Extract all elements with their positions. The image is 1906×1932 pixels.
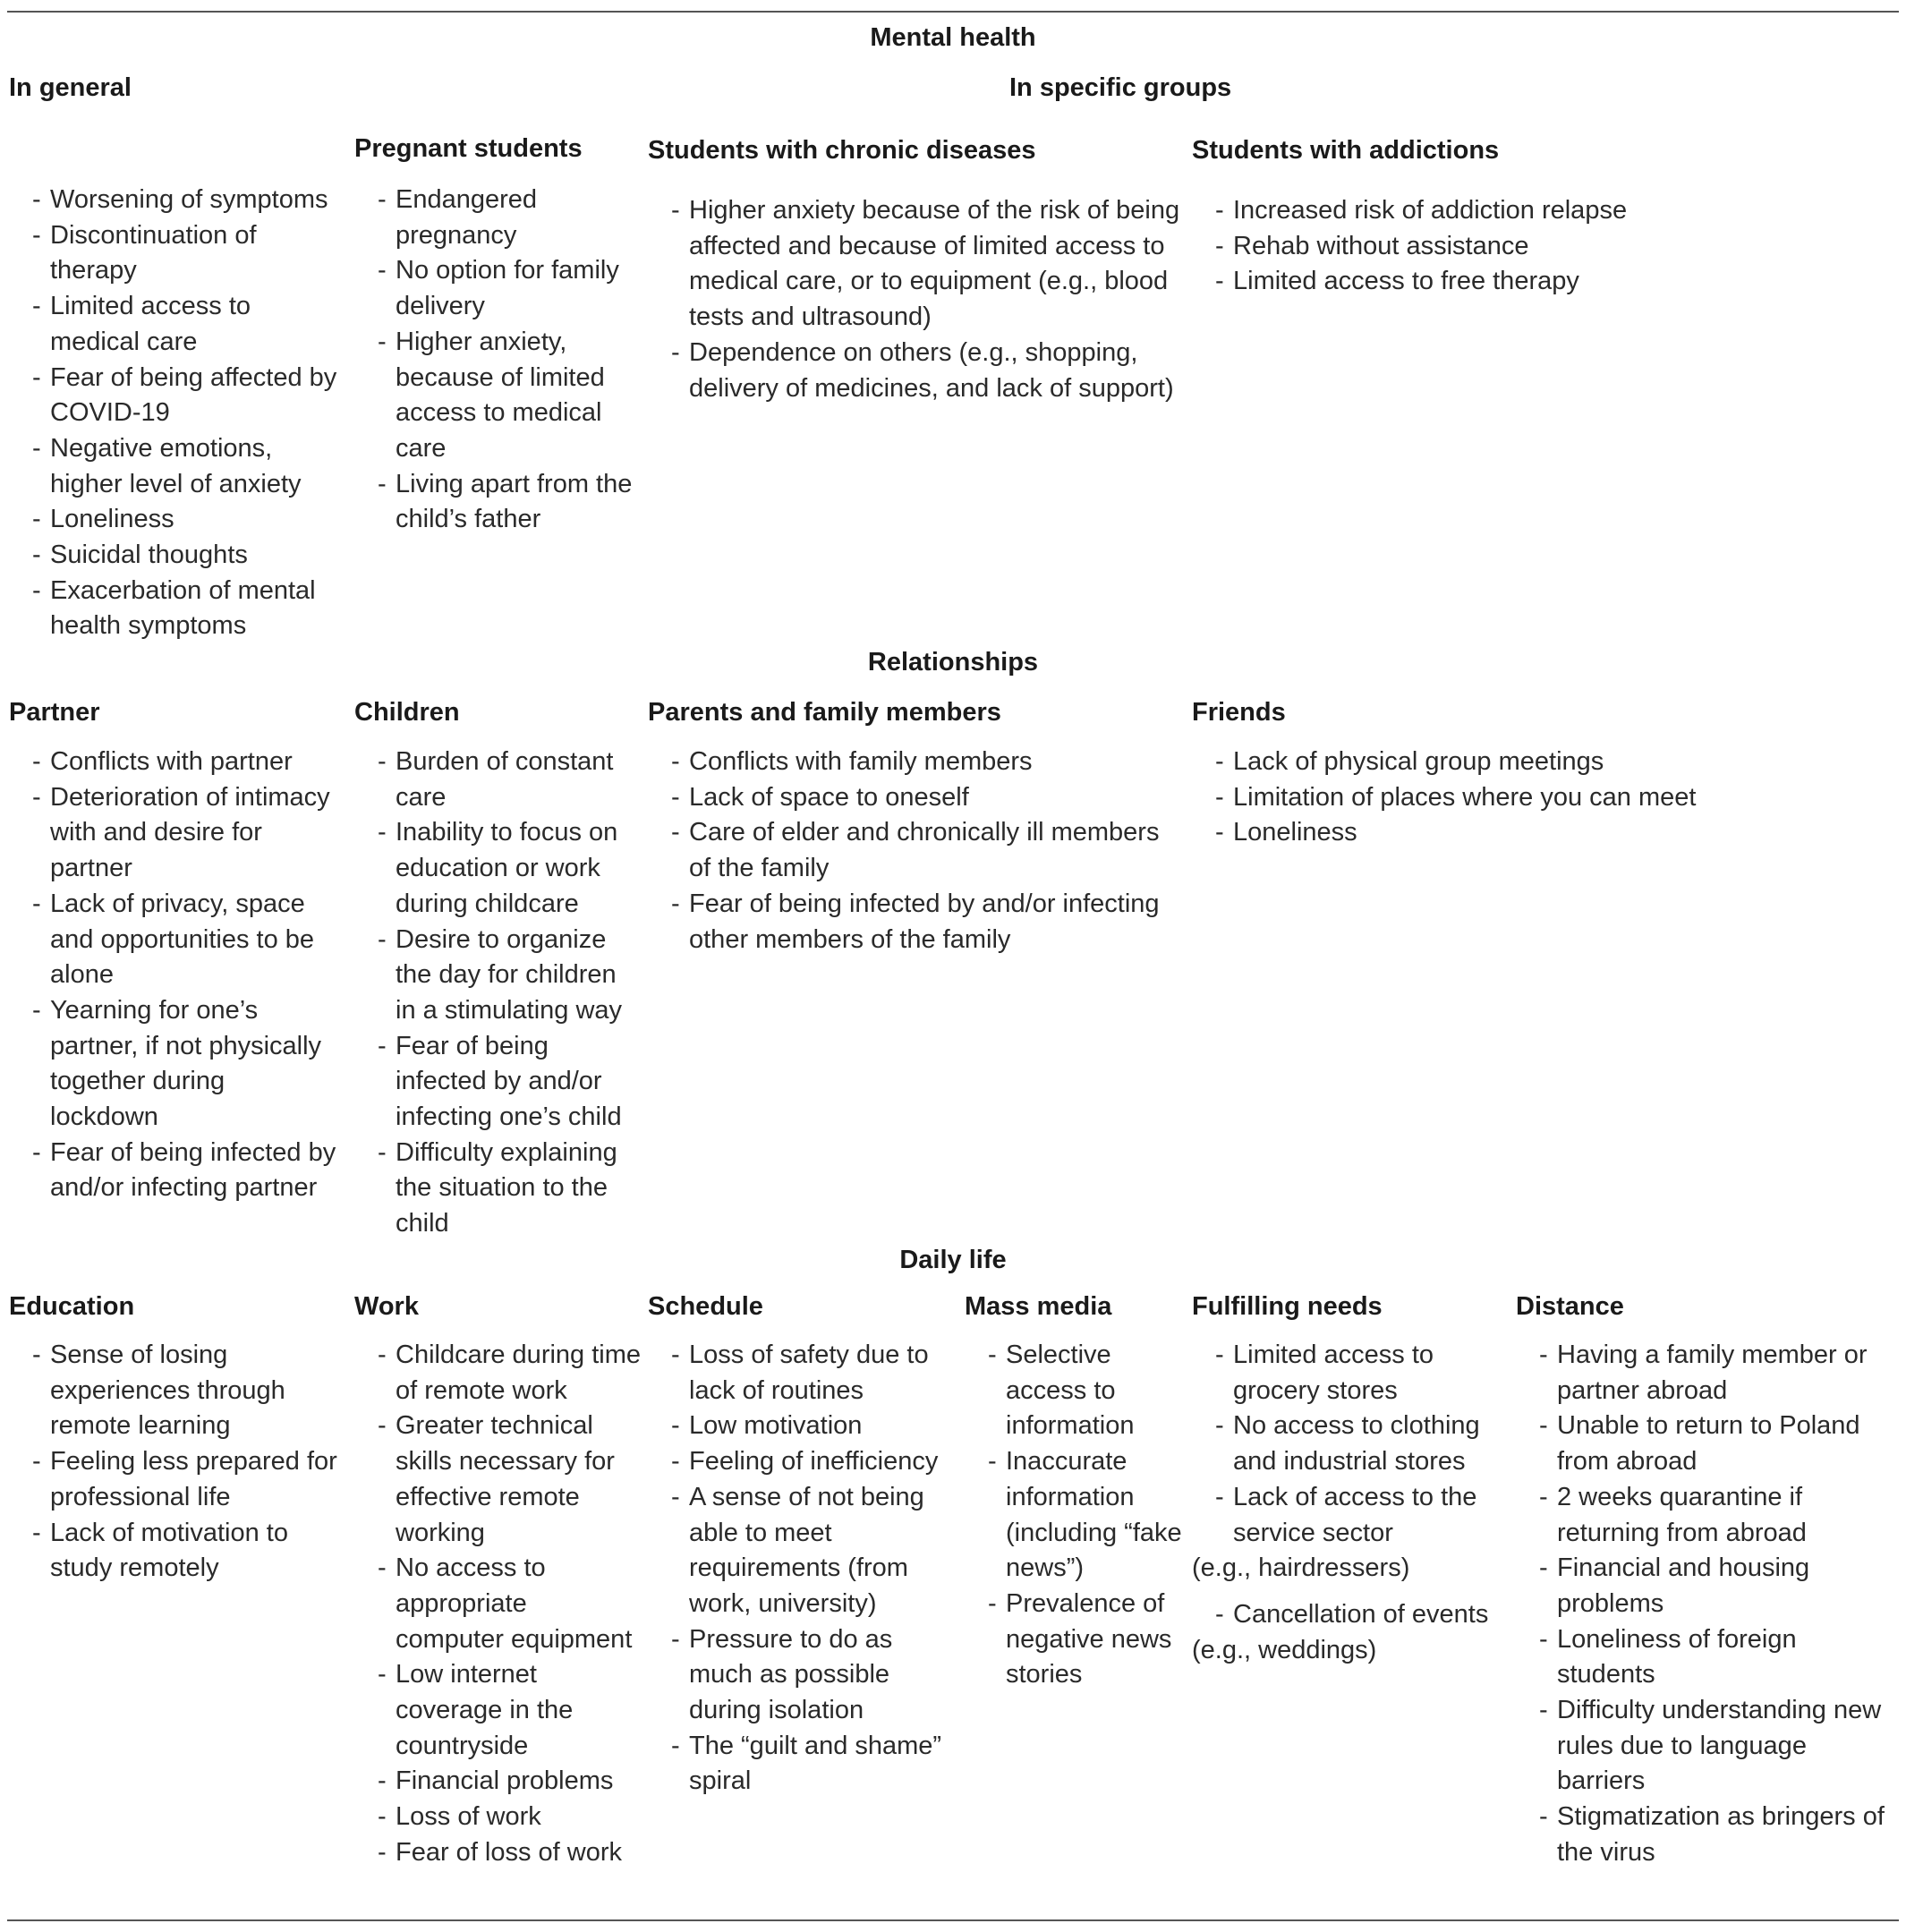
list-children <box>354 745 641 1242</box>
cancellation-of-events: - Cancellation of events <box>1192 1597 1496 1633</box>
list-item: - Endangered pregnancy <box>354 183 641 253</box>
heading-mass-media: Mass media <box>965 1292 1112 1321</box>
list-schedule <box>648 1338 952 1800</box>
list-item: - Difficulty understanding new rules due to language barriers <box>1516 1693 1899 1800</box>
list-item: - Prevalence of negative news stories <box>965 1587 1188 1693</box>
list-item: - Deterioration of intimacy with and desire for partner <box>9 780 340 887</box>
heading-education: Education <box>9 1292 135 1321</box>
list-item: - Burden of constant care <box>354 745 641 815</box>
list-item: - Care of elder and chronically ill members of the family <box>648 815 1185 886</box>
list-item: - Childcare during time of remote work <box>354 1338 641 1409</box>
heading-fulfilling-needs: Fulfilling needs <box>1192 1292 1383 1321</box>
section-title-mental-health: Mental health <box>870 23 1036 52</box>
list-item: - Loneliness <box>1192 815 1729 851</box>
heading-distance: Distance <box>1516 1292 1624 1321</box>
heading-children: Children <box>354 698 460 727</box>
service-sector-tail: (e.g., hairdressers) <box>1192 1553 1410 1583</box>
list-item: - 2 weeks quarantine if returning from abroad <box>1516 1480 1899 1551</box>
list-item: - Inaccurate information (including “fake news”) <box>965 1444 1188 1587</box>
list-item: - Fear of being infected by and/or infecting other members of the family <box>648 887 1185 957</box>
list-item: - Discontinuation of therapy <box>9 218 340 289</box>
list-pregnant-students <box>354 183 641 538</box>
list-item: - Fear of being infected by and/or infecting one’s child <box>354 1029 641 1136</box>
list-item: - Rehab without assistance <box>1192 229 1693 265</box>
events-tail: (e.g., weddings) <box>1192 1635 1377 1664</box>
list-item: - Fear of being affected by COVID-19 <box>9 361 340 431</box>
list-item: - Feeling of inefficiency <box>648 1444 952 1480</box>
list-item: - Loneliness of foreign students <box>1516 1622 1899 1693</box>
list-item: - Desire to organize the day for children in a stimulating way <box>354 923 641 1029</box>
list-work <box>354 1338 641 1871</box>
list-distance <box>1516 1338 1899 1871</box>
list-item: - The “guilt and shame” spiral <box>648 1729 952 1800</box>
list-item: - No access to clothing and industrial stores <box>1192 1409 1496 1479</box>
list-addictions <box>1192 193 1693 300</box>
list-item: - Suicidal thoughts <box>9 538 340 574</box>
heading-schedule: Schedule <box>648 1292 763 1321</box>
list-item: - Lack of physical group meetings <box>1192 745 1729 780</box>
list-item: - Living apart from the child’s father <box>354 467 641 538</box>
list-item: - Selective access to information <box>965 1338 1188 1444</box>
list-item: - Limited access to free therapy <box>1192 264 1693 300</box>
list-mass-media <box>965 1338 1188 1693</box>
list-item: - Limited access to grocery stores <box>1192 1338 1496 1409</box>
list-education <box>9 1338 340 1587</box>
list-item: - Higher anxiety, because of limited access to medical care <box>354 325 641 467</box>
list-item: - Pressure to do as much as possible during isolation <box>648 1622 952 1729</box>
list-item: - Higher anxiety because of the risk of being affected and because of limited access to medical care, or to equipment (e.g., blood tests and ultrasound) <box>648 193 1185 336</box>
list-item: - Feeling less prepared for professional life <box>9 1444 340 1515</box>
list-item: - Having a family member or partner abroad <box>1516 1338 1899 1409</box>
table-bottom-rule <box>7 1919 1899 1921</box>
heading-addictions: Students with addictions <box>1192 136 1500 165</box>
list-item: - Worsening of symptoms <box>9 183 340 218</box>
list-item: - Unable to return to Poland from abroad <box>1516 1409 1899 1479</box>
heading-parents-family: Parents and family members <box>648 698 1001 727</box>
section-title-daily-life: Daily life <box>899 1246 1007 1274</box>
heading-in-specific-groups: In specific groups <box>1009 73 1232 102</box>
list-item: - Sense of losing experiences through remote learning <box>9 1338 340 1444</box>
list-item: - Lack of space to oneself <box>648 780 1185 816</box>
list-item: - Financial problems <box>354 1764 641 1800</box>
heading-in-general: In general <box>9 73 132 102</box>
list-item: - Fear of being infected by and/or infecting partner <box>9 1136 340 1206</box>
list-item: - Low motivation <box>648 1409 952 1444</box>
list-item: - Limited access to medical care <box>9 289 340 360</box>
list-item: - Lack of motivation to study remotely <box>9 1516 340 1587</box>
list-partner <box>9 745 340 1206</box>
list-item: - Limitation of places where you can meet <box>1192 780 1729 816</box>
table-top-rule <box>7 11 1899 13</box>
list-item: - Yearning for one’s partner, if not physically together during lockdown <box>9 993 340 1136</box>
list-item: - Conflicts with partner <box>9 745 340 780</box>
heading-partner: Partner <box>9 698 100 727</box>
heading-work: Work <box>354 1292 419 1321</box>
list-item <box>1192 1597 1496 1668</box>
list-item: - Exacerbation of mental health symptoms <box>9 574 340 644</box>
list-item: - Loneliness <box>9 502 340 538</box>
list-item: - Dependence on others (e.g., shopping, delivery of medicines, and lack of support) <box>648 336 1185 406</box>
list-item: - Low internet coverage in the countryside <box>354 1657 641 1764</box>
list-item: - Fear of loss of work <box>354 1835 641 1871</box>
list-item: - Conflicts with family members <box>648 745 1185 780</box>
list-item: - Financial and housing problems <box>1516 1551 1899 1621</box>
list-item: - Loss of safety due to lack of routines <box>648 1338 952 1409</box>
list-friends <box>1192 745 1729 851</box>
list-item-continuation <box>1192 1551 1496 1587</box>
list-item: - No option for family delivery <box>354 253 641 324</box>
section-title-relationships: Relationships <box>867 648 1039 677</box>
list-item: - Loss of work <box>354 1800 641 1835</box>
list-item: - Greater technical skills necessary for effective remote working <box>354 1409 641 1551</box>
list-item: - Lack of privacy, space and opportunities to be alone <box>9 887 340 993</box>
list-item: - Stigmatization as bringers of the virus <box>1516 1800 1899 1870</box>
list-item: - Inability to focus on education or work during childcare <box>354 815 641 922</box>
list-item: - Difficulty explaining the situation to the child <box>354 1136 641 1242</box>
list-item: - Lack of access to the service sector <box>1192 1480 1496 1551</box>
list-fulfilling-needs <box>1192 1338 1496 1668</box>
heading-pregnant-students: Pregnant students <box>354 134 583 163</box>
heading-friends: Friends <box>1192 698 1286 727</box>
list-item: - A sense of not being able to meet requirements (from work, university) <box>648 1480 952 1622</box>
list-parents-family <box>648 745 1185 957</box>
heading-chronic-diseases: Students with chronic diseases <box>648 136 1036 165</box>
list-item: - Negative emotions, higher level of anxiety <box>9 431 340 502</box>
list-mental-health-general <box>9 183 340 644</box>
list-item: - No access to appropriate computer equipment <box>354 1551 641 1657</box>
list-chronic-diseases <box>648 193 1185 406</box>
list-item: - Increased risk of addiction relapse <box>1192 193 1693 229</box>
